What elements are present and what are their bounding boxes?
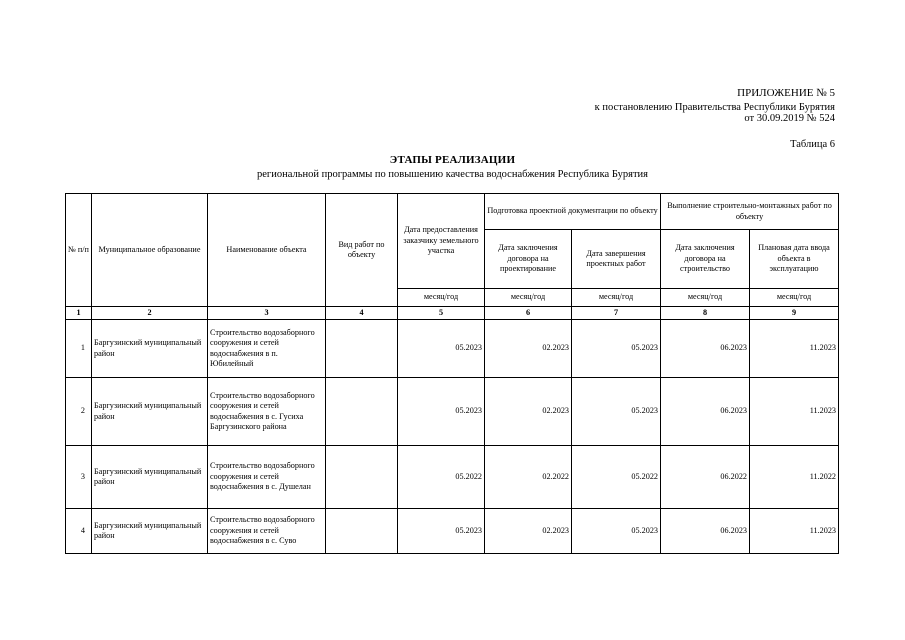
row-land-date: 05.2023 <box>398 509 485 554</box>
column-number: 4 <box>326 307 398 320</box>
unit-label: месяц/год <box>661 289 750 307</box>
row-municipality: Баргузинский муниципальный район <box>92 446 208 509</box>
row-object: Строительство водозаборного сооружения и сетей водоснабжения в с. Гусиха Баргузинского района <box>208 378 326 446</box>
col-header-design-contract: Дата заключения договора на проектирование <box>485 230 572 289</box>
resolution-reference: к постановлению Правительства Республики Бурятия <box>594 102 835 113</box>
column-number: 1 <box>66 307 92 320</box>
column-number: 9 <box>750 307 839 320</box>
row-design-end: 05.2022 <box>572 446 661 509</box>
column-number: 5 <box>398 307 485 320</box>
row-num: 1 <box>66 320 92 378</box>
col-header-num: № п/п <box>66 194 92 307</box>
row-build-contract: 06.2023 <box>661 378 750 446</box>
row-design-end: 05.2023 <box>572 320 661 378</box>
row-object: Строительство водозаборного сооружения и сетей водоснабжения в с. Суво <box>208 509 326 554</box>
row-land-date: 05.2022 <box>398 446 485 509</box>
row-municipality: Баргузинский муниципальный район <box>92 378 208 446</box>
row-num: 3 <box>66 446 92 509</box>
row-commission: 11.2023 <box>750 509 839 554</box>
col-header-build-group: Выполнение строительно-монтажных работ по объекту <box>661 194 839 230</box>
column-number-row <box>66 307 839 320</box>
document-subtitle: региональной программы по повышению качества водоснабжения Республика Бурятия <box>257 169 648 180</box>
unit-label: месяц/год <box>485 289 572 307</box>
col-header-design-group: Подготовка проектной документации по объекту <box>485 194 661 230</box>
row-commission: 11.2023 <box>750 320 839 378</box>
header-row-top <box>66 194 839 230</box>
column-number: 2 <box>92 307 208 320</box>
column-number: 6 <box>485 307 572 320</box>
row-commission: 11.2022 <box>750 446 839 509</box>
unit-label: месяц/год <box>750 289 839 307</box>
row-work-type <box>326 378 398 446</box>
row-commission: 11.2023 <box>750 378 839 446</box>
table-row <box>66 320 839 378</box>
row-municipality: Баргузинский муниципальный район <box>92 320 208 378</box>
row-municipality: Баргузинский муниципальный район <box>92 509 208 554</box>
col-header-object: Наименование объекта <box>208 194 326 307</box>
row-build-contract: 06.2022 <box>661 446 750 509</box>
col-header-build-contract: Дата заключения договора на строительство <box>661 230 750 289</box>
col-header-commission: Плановая дата ввода объекта в эксплуатацию <box>750 230 839 289</box>
appendix-label: ПРИЛОЖЕНИЕ № 5 <box>737 87 835 99</box>
col-header-municipality: Муниципальное образование <box>92 194 208 307</box>
row-work-type <box>326 320 398 378</box>
stages-table <box>65 193 839 554</box>
row-design-end: 05.2023 <box>572 378 661 446</box>
column-number: 3 <box>208 307 326 320</box>
row-object: Строительство водозаборного сооружения и сетей водоснабжения в с. Душелан <box>208 446 326 509</box>
table-row <box>66 378 839 446</box>
row-design-contract: 02.2023 <box>485 378 572 446</box>
document-title: ЭТАПЫ РЕАЛИЗАЦИИ <box>389 154 516 166</box>
row-land-date: 05.2023 <box>398 378 485 446</box>
row-build-contract: 06.2023 <box>661 509 750 554</box>
row-design-contract: 02.2023 <box>485 320 572 378</box>
row-work-type <box>326 446 398 509</box>
row-land-date: 05.2023 <box>398 320 485 378</box>
row-build-contract: 06.2023 <box>661 320 750 378</box>
row-num: 2 <box>66 378 92 446</box>
col-header-work-type: Вид работ по объекту <box>326 194 398 307</box>
row-design-contract: 02.2022 <box>485 446 572 509</box>
table-label: Таблица 6 <box>790 139 835 150</box>
col-header-land-date: Дата предоставления заказчику земельного участка <box>398 194 485 289</box>
column-number: 8 <box>661 307 750 320</box>
row-design-contract: 02.2023 <box>485 509 572 554</box>
table-row <box>66 509 839 554</box>
row-design-end: 05.2023 <box>572 509 661 554</box>
row-object: Строительство водозаборного сооружения и сетей водоснабжения в п. Юбилейный <box>208 320 326 378</box>
row-num: 4 <box>66 509 92 554</box>
col-header-design-end: Дата завершения проектных работ <box>572 230 661 289</box>
unit-label: месяц/год <box>572 289 661 307</box>
row-work-type <box>326 509 398 554</box>
table-row <box>66 446 839 509</box>
unit-label: месяц/год <box>398 289 485 307</box>
column-number: 7 <box>572 307 661 320</box>
resolution-date: от 30.09.2019 № 524 <box>744 113 835 124</box>
